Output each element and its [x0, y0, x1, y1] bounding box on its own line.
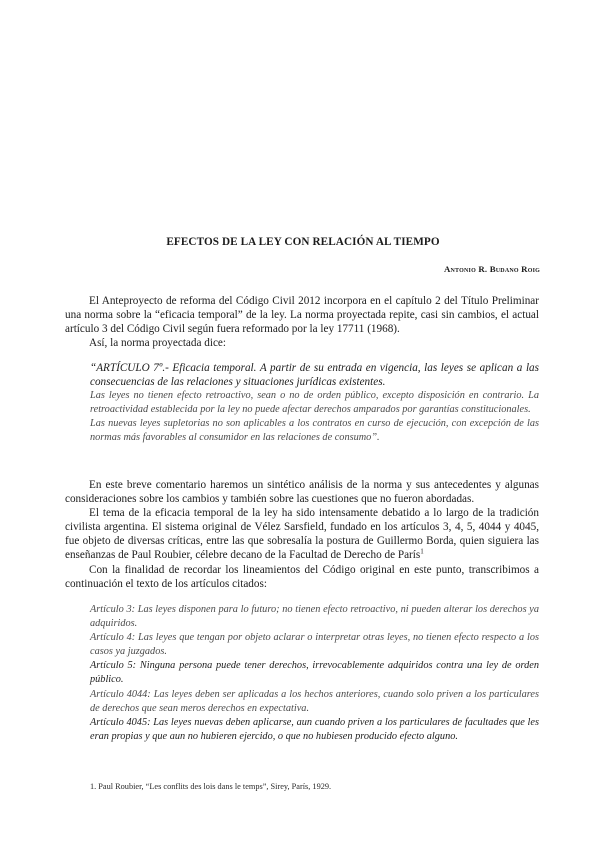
footnote-marker[interactable]: 1 [420, 547, 424, 556]
cited-article: Artículo 4044: Las leyes deben ser aplicadas a los hechos anteriores, cuando solo priven a los particulares de derechos que sean meros derechos en expectativa. [90, 688, 539, 714]
cited-article: Artículo 5: Ninguna persona puede tener derechos, irrevocablemente adquiridos contra una ley de orden público. [90, 660, 539, 686]
cited-article: Artículo 4: Las leyes que tengan por objeto aclarar o interpretar otras leyes, no tienen efecto respecto a los casos ya juzgados. [90, 632, 539, 658]
author-name: Antonio R. Budano Roig [443, 264, 540, 274]
intro-paragraph: El Anteproyecto de reforma del Código Civil 2012 incorpora en el capítulo 2 del Título Preliminar una norma sobre la “eficacia temporal” de la ley. La norma proyectada repite, casi sin cambios, el actual artículo 3 del Código Civil según fuera reformado por la ley 17711 (1968). [65, 295, 539, 336]
article-7-quote [90, 361, 539, 446]
body-paragraph: En este breve comentario haremos un sintético análisis de la norma y sus antecedentes y algunas consideraciones sobre los cambios y también sobre las cuestiones que no fueron abordadas. [65, 479, 539, 506]
intro-paragraph: Así, la norma proyectada dice: [89, 337, 226, 350]
cited-articles [90, 603, 539, 744]
body-paragraph: Con la finalidad de recordar los lineamientos del Código original en este punto, transcribimos a continuación el texto de los artículos citados: [65, 563, 539, 590]
body-section [65, 478, 539, 591]
body-paragraph: El tema de la eficacia temporal de la ley ha sido intensamente debatido a lo largo de la tradición civilista argentina. El sistema original de Vélez Sarsfield, fundado en los artículos 3, 4, 5, 4044 y 4045, fue objeto de diversas críticas, entre las que sobresalía la postura de Guillermo Borda, quien siguiera las enseñanzas de Paul Roubier, célebre decano de la Facultad de Derecho de París$^1$ [65, 507, 539, 562]
footnote: 1. Paul Roubier, “Les conflits des lois dans le temps”, Sirey, París, 1929. [90, 782, 332, 791]
quote-paragraph: “ARTÍCULO 7º.- Eficacia temporal. A partir de su entrada en vigencia, las leyes se aplican a las consecuencias de las relaciones y situaciones jurídicas existentes. [90, 362, 539, 389]
quote-paragraph: Las nuevas leyes supletorias no son aplicables a los contratos en curso de ejecución, con excepción de las normas más favorables al consumidor en las relaciones de consumo”. [90, 418, 539, 444]
cited-article: Artículo 3: Las leyes disponen para lo futuro; no tienen efecto retroactivo, ni pueden alterar los derechos ya adquiridos. [90, 604, 539, 630]
document-title: EFECTOS DE LA LEY CON RELACIÓN AL TIEMPO [166, 236, 440, 248]
quote-paragraph: Las leyes no tienen efecto retroactivo, sean o no de orden público, excepto disposición en contrario. La retroactividad establecida por la ley no puede afectar derechos amparados por garantías constitucionales. [90, 390, 539, 416]
intro-section [65, 294, 539, 350]
cited-article: Artículo 4045: Las leyes nuevas deben aplicarse, aun cuando priven a los particulares de facultades que les eran propias y que aun no hubieren ejercido, o que no hubiesen producido efecto alguno. [90, 716, 539, 742]
